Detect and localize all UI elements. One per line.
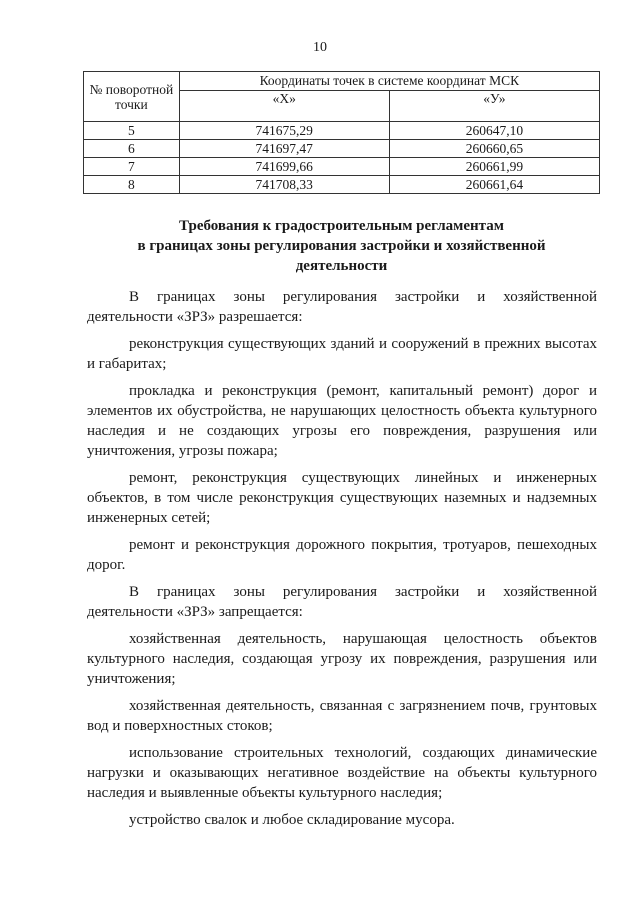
header-coordinates: Координаты точек в системе координат МСК	[179, 72, 599, 91]
paragraph: хозяйственная деятельность, нарушающая целостность объектов культурного наследия, создающая угрозу их повреждения, разрушения или уничтожения;	[87, 631, 597, 687]
page-number: 10	[313, 40, 327, 55]
header-y: «У»	[389, 91, 599, 122]
paragraph: устройство свалок и любое складирование мусора.	[129, 812, 455, 828]
paragraph: прокладка и реконструкция (ремонт, капитальный ремонт) дорог и элементов их обустройства, не нарушающих целостность объекта культурного наследия и не создающих угрозы его повреждения, разрушения или уничтожения, угрозы пожара;	[87, 383, 597, 459]
cell-point-number: 6	[84, 140, 180, 158]
table-row	[84, 140, 600, 158]
cell-y: 260661,64	[389, 176, 599, 194]
header-x: «X»	[179, 91, 389, 122]
heading-line: Требования к градостроительным регламентам	[179, 218, 504, 234]
cell-y: 260660,65	[389, 140, 599, 158]
table-row	[84, 176, 600, 194]
cell-x: 741675,29	[179, 122, 389, 140]
table-row	[84, 158, 600, 176]
cell-y: 260661,99	[389, 158, 599, 176]
paragraph-permitted-intro: В границах зоны регулирования застройки и хозяйственной деятельности «ЗРЗ» разрешается:	[87, 289, 597, 325]
paragraph-prohibited-intro: В границах зоны регулирования застройки и хозяйственной деятельности «ЗРЗ» запрещается:	[87, 584, 597, 620]
cell-x: 741708,33	[179, 176, 389, 194]
cell-point-number: 7	[84, 158, 180, 176]
table-row	[84, 122, 600, 140]
paragraph: хозяйственная деятельность, связанная с загрязнением почв, грунтовых вод и поверхностных стоков;	[87, 698, 597, 734]
section-heading	[83, 216, 600, 276]
paragraph: использование строительных технологий, создающих динамические нагрузки и оказывающих негативное воздействие на объекты культурного наследия и выявленные объекты культурного наследия;	[87, 745, 597, 801]
coordinates-table	[83, 71, 600, 194]
cell-point-number: 5	[84, 122, 180, 140]
cell-x: 741697,47	[179, 140, 389, 158]
header-point-number: № поворотной точки	[84, 72, 180, 122]
heading-line: деятельности	[295, 258, 388, 274]
cell-x: 741699,66	[179, 158, 389, 176]
cell-point-number: 8	[84, 176, 180, 194]
paragraph: ремонт и реконструкция дорожного покрытия, тротуаров, пешеходных дорог.	[87, 537, 597, 573]
cell-y: 260647,10	[389, 122, 599, 140]
paragraph: ремонт, реконструкция существующих линейных и инженерных объектов, в том числе реконструкция существующих наземных и надземных инженерных сетей;	[87, 470, 597, 526]
heading-line: в границах зоны регулирования застройки и хозяйственной	[137, 238, 546, 254]
body-text	[87, 287, 597, 837]
paragraph: реконструкция существующих зданий и сооружений в прежних высотах и габаритах;	[87, 336, 597, 372]
